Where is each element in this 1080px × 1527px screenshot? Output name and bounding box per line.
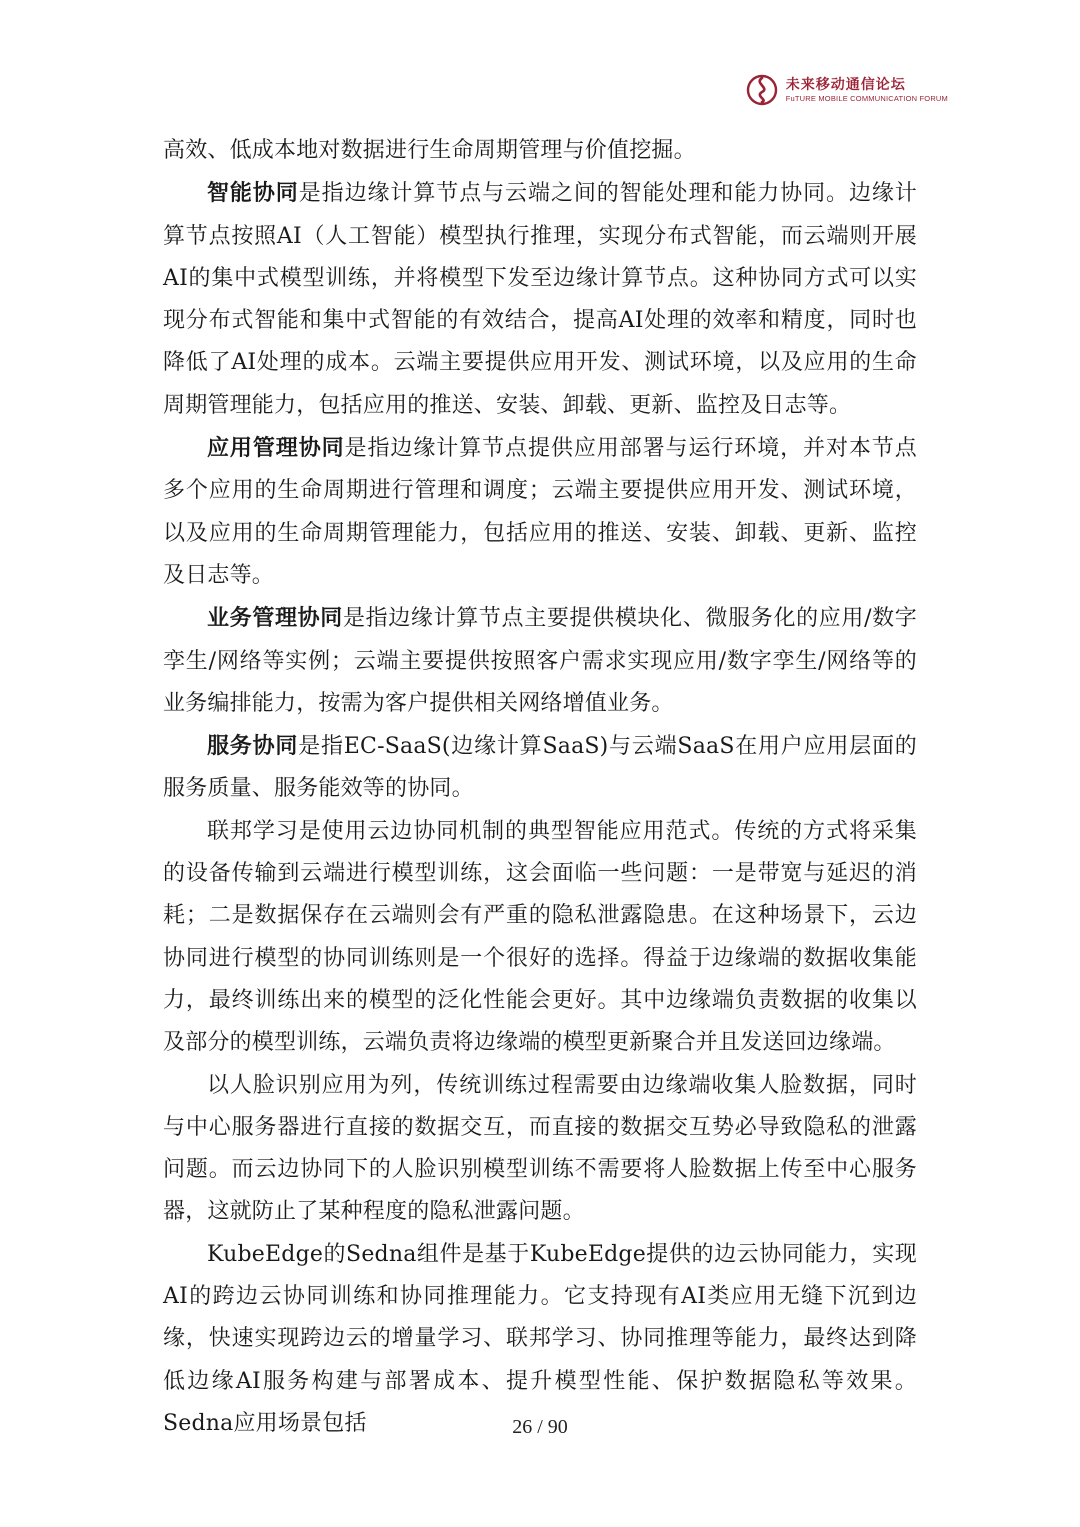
paragraph-kubeedge-sedna (163, 1234, 917, 1445)
paragraph-lead-term: 智能协同 (207, 180, 299, 207)
paragraph-text: 是指边缘计算节点提供应用部署与运行环境，并对本节点多个应用的生命周期进行管理和调度；云端主要提供应用开发、测试环境，以及应用的生命周期管理能力，包括应用的推送、安装、卸载、更新、监控及日志等。 (163, 436, 917, 588)
paragraph-text: 是指边缘计算节点主要提供模块化、微服务化的应用/数字孪生/网络等实例；云端主要提供按照客户需求实现应用/数字孪生/网络等的业务编排能力，按需为客户提供相关网络增值业务。 (163, 606, 917, 716)
paragraph-text: 以人脸识别应用为列，传统训练过程需要由边缘端收集人脸数据，同时与中心服务器进行直接的数据交互，而直接的数据交互势必导致隐私的泄露问题。而云边协同下的人脸识别模型训练不需要将人脸数据上传至中心服务器，这就防止了某种程度的隐私泄露问题。 (163, 1072, 917, 1225)
page-header (746, 74, 948, 106)
document-body (163, 130, 917, 1445)
paragraph-text: 高效、低成本地对数据进行生命周期管理与价值挖掘。 (163, 138, 696, 163)
paragraph-business-management (163, 597, 917, 725)
paragraph-text: 是指EC-SaaS(边缘计算SaaS)与云端SaaS在用户应用层面的服务质量、服务能效等的协同。 (163, 734, 917, 802)
paragraph-lead-term: 业务管理协同 (207, 605, 343, 632)
paragraph-continuation (163, 130, 917, 172)
paragraph-lead-term: 服务协同 (207, 733, 299, 760)
paragraph-intelligent-collaboration (163, 172, 917, 427)
page-number: 26 / 90 (512, 1416, 568, 1438)
paragraph-application-management (163, 427, 917, 597)
paragraph-face-recognition (163, 1065, 917, 1234)
paragraph-text: 是指边缘计算节点与云端之间的智能处理和能力协同。边缘计算节点按照AI（人工智能）模型执行推理，实现分布式智能，而云端则开展AI的集中式模型训练，并将模型下发至边缘计算节点。这种协同方式可以实现分布式智能和集中式智能的有效结合，提高AI处理的效率和精度，同时也降低了AI处理的成本。云端主要提供应用开发、测试环境，以及应用的生命周期管理能力，包括应用的推送、安装、卸载、更新、监控及日志等。 (163, 181, 917, 418)
paragraph-service-collaboration (163, 725, 917, 811)
brand-name-en: FuTURE MOBILE COMMUNICATION FORUM (785, 93, 948, 103)
brand-name-cn: 未来移动通信论坛 (785, 76, 906, 93)
paragraph-text: 联邦学习是使用云边协同机制的典型智能应用范式。传统的方式将采集的设备传输到云端进行模型训练，这会面临一些问题：一是带宽与延迟的消耗；二是数据保存在云端则会有严重的隐私泄露隐患。在这种场景下，云边协同进行模型的协同训练则是一个很好的选择。得益于边缘端的数据收集能力，最终训练出来的模型的泛化性能会更好。其中边缘端负责数据的收集以及部分的模型训练，云端负责将边缘端的模型更新聚合并且发送回边缘端。 (163, 818, 917, 1056)
paragraph-federated-learning (163, 811, 917, 1065)
brand-block (786, 78, 948, 103)
paragraph-text: KubeEdge的Sedna组件是基于KubeEdge提供的边云协同能力，实现AI的跨边云协同训练和协同推理能力。它支持现有AI类应用无缝下沉到边缘，快速实现跨边云的增量学习、联邦学习、协同推理等能力，最终达到降低边缘AI服务构建与部署成本、提升模型性能、保护数据隐私等效果。Sedna应用场景包括 (163, 1241, 917, 1436)
forum-logo-icon (746, 74, 778, 106)
paragraph-lead-term: 应用管理协同 (207, 435, 345, 462)
